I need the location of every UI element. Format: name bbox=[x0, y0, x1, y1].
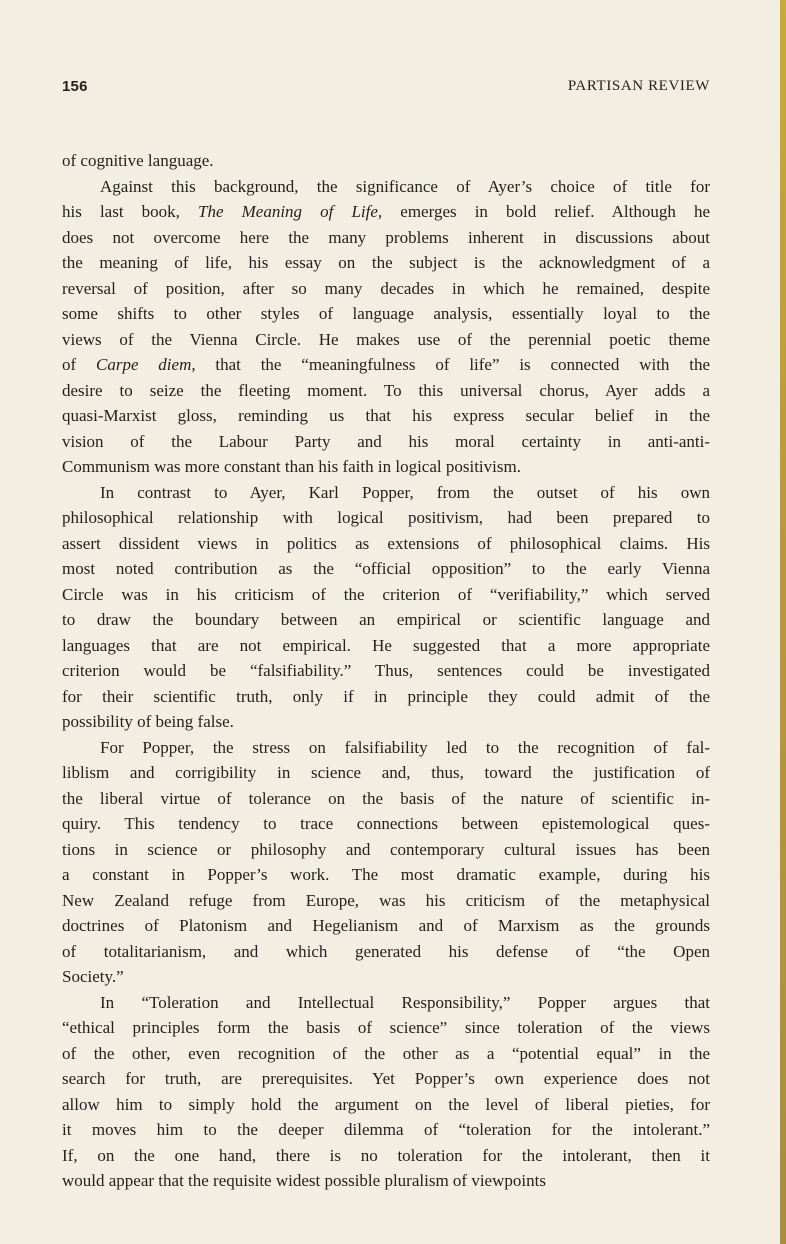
text-line: doctrines of Platonism and Hegelianism and of Marxism as the grounds bbox=[62, 916, 710, 935]
text-line: allow him to simply hold the argument on the level of liberal pieties, for bbox=[62, 1094, 710, 1114]
page-header bbox=[62, 78, 710, 102]
text-line: views of the Vienna Circle. He makes use of the perennial poetic theme bbox=[62, 329, 710, 349]
text-line: of the other, even recognition of the other as a “potential equal” in the bbox=[62, 1043, 710, 1063]
running-head: PARTISAN REVIEW bbox=[567, 78, 710, 94]
text-line: the liberal virtue of tolerance on the basis of the nature of scientific in- bbox=[62, 788, 710, 808]
paragraph bbox=[62, 174, 710, 480]
text-line: In contrast to Ayer, Karl Popper, from the outset of his own bbox=[100, 482, 710, 502]
text-line: most noted contribution as the “official opposition” to the early Vienna bbox=[62, 559, 710, 578]
italic-title: The Meaning of Life, bbox=[198, 202, 383, 221]
page-edge-strip bbox=[780, 0, 786, 1244]
text-line: a constant in Popper’s work. The most dramatic example, during his bbox=[62, 865, 710, 884]
text-line: vision of the Labour Party and his moral certainty in anti-anti- bbox=[62, 431, 710, 451]
text-line: Circle was in his criticism of the criterion of “verifiability,” which served bbox=[62, 584, 710, 604]
text-line: search for truth, are prerequisites. Yet Popper’s own experience does not bbox=[62, 1069, 710, 1088]
text-line: Against this background, the significance of Ayer’s choice of title for bbox=[100, 176, 710, 196]
text-line: Society.” bbox=[62, 967, 124, 986]
italic-title: Carpe diem, bbox=[95, 355, 196, 374]
text-line: criterion would be “falsifiability.” Thus, sentences could be investigated bbox=[62, 661, 710, 680]
text-line: quasi-Marxist gloss, reminding us that his express secular belief in the bbox=[62, 406, 710, 425]
text-line: desire to seize the fleeting moment. To this universal chorus, Ayer adds a bbox=[62, 380, 710, 400]
page-number: 156 bbox=[62, 78, 88, 95]
text-line: of totalitarianism, and which generated his defense of “the Open bbox=[62, 941, 710, 961]
text-line: In “Toleration and Intellectual Responsibility,” Popper argues that bbox=[100, 992, 710, 1012]
text-line: liblism and corrigibility in science and, thus, toward the justification of bbox=[62, 763, 710, 782]
text-line: to draw the boundary between an empirical or scientific language and bbox=[62, 610, 710, 629]
text-line: philosophical relationship with logical positivism, had been prepared to bbox=[62, 508, 710, 527]
text-line: tions in science or philosophy and contemporary cultural issues has been bbox=[62, 839, 710, 859]
text-line: Communism was more constant than his faith in logical positivism. bbox=[62, 457, 521, 476]
text-line: would appear that the requisite widest possible pluralism of viewpoints bbox=[62, 1171, 546, 1190]
paragraph bbox=[62, 480, 710, 735]
text-line: reversal of position, after so many decades in which he remained, despite bbox=[62, 278, 710, 298]
text-line: For Popper, the stress on falsifiability led to the recognition of fal- bbox=[100, 737, 710, 757]
text-line: the meaning of life, his essay on the subject is the acknowledgment of a bbox=[62, 253, 710, 272]
text-line: assert dissident views in politics as extensions of philosophical claims. His bbox=[62, 533, 710, 553]
text-line: languages that are not empirical. He suggested that a more appropriate bbox=[62, 635, 710, 655]
paragraph bbox=[62, 735, 710, 990]
text-line: his last book, The Meaning of Life, emerges in bold relief. Although he bbox=[62, 202, 710, 221]
paragraph bbox=[62, 990, 710, 1194]
body-text bbox=[62, 148, 710, 1194]
text-line: quiry. This tendency to trace connections between epistemological ques- bbox=[62, 814, 710, 833]
text-line: of Carpe diem, that the “meaningfulness of life” is connected with the bbox=[62, 355, 710, 374]
text-line: for their scientific truth, only if in principle they could admit of the bbox=[62, 686, 710, 706]
paragraph bbox=[62, 148, 710, 174]
text-line: possibility of being false. bbox=[62, 712, 234, 731]
text-line: If, on the one hand, there is no toleration for the intolerant, then it bbox=[62, 1145, 710, 1165]
text-line: “ethical principles form the basis of science” since toleration of the views bbox=[62, 1018, 710, 1037]
text-line: some shifts to other styles of language analysis, essentially loyal to the bbox=[62, 304, 710, 323]
text-line: does not overcome here the many problems inherent in discussions about bbox=[62, 227, 710, 247]
text-line: of cognitive language. bbox=[62, 151, 214, 170]
text-line: New Zealand refuge from Europe, was his criticism of the metaphysical bbox=[62, 890, 710, 910]
text-line: it moves him to the deeper dilemma of “toleration for the intolerant.” bbox=[62, 1120, 710, 1139]
